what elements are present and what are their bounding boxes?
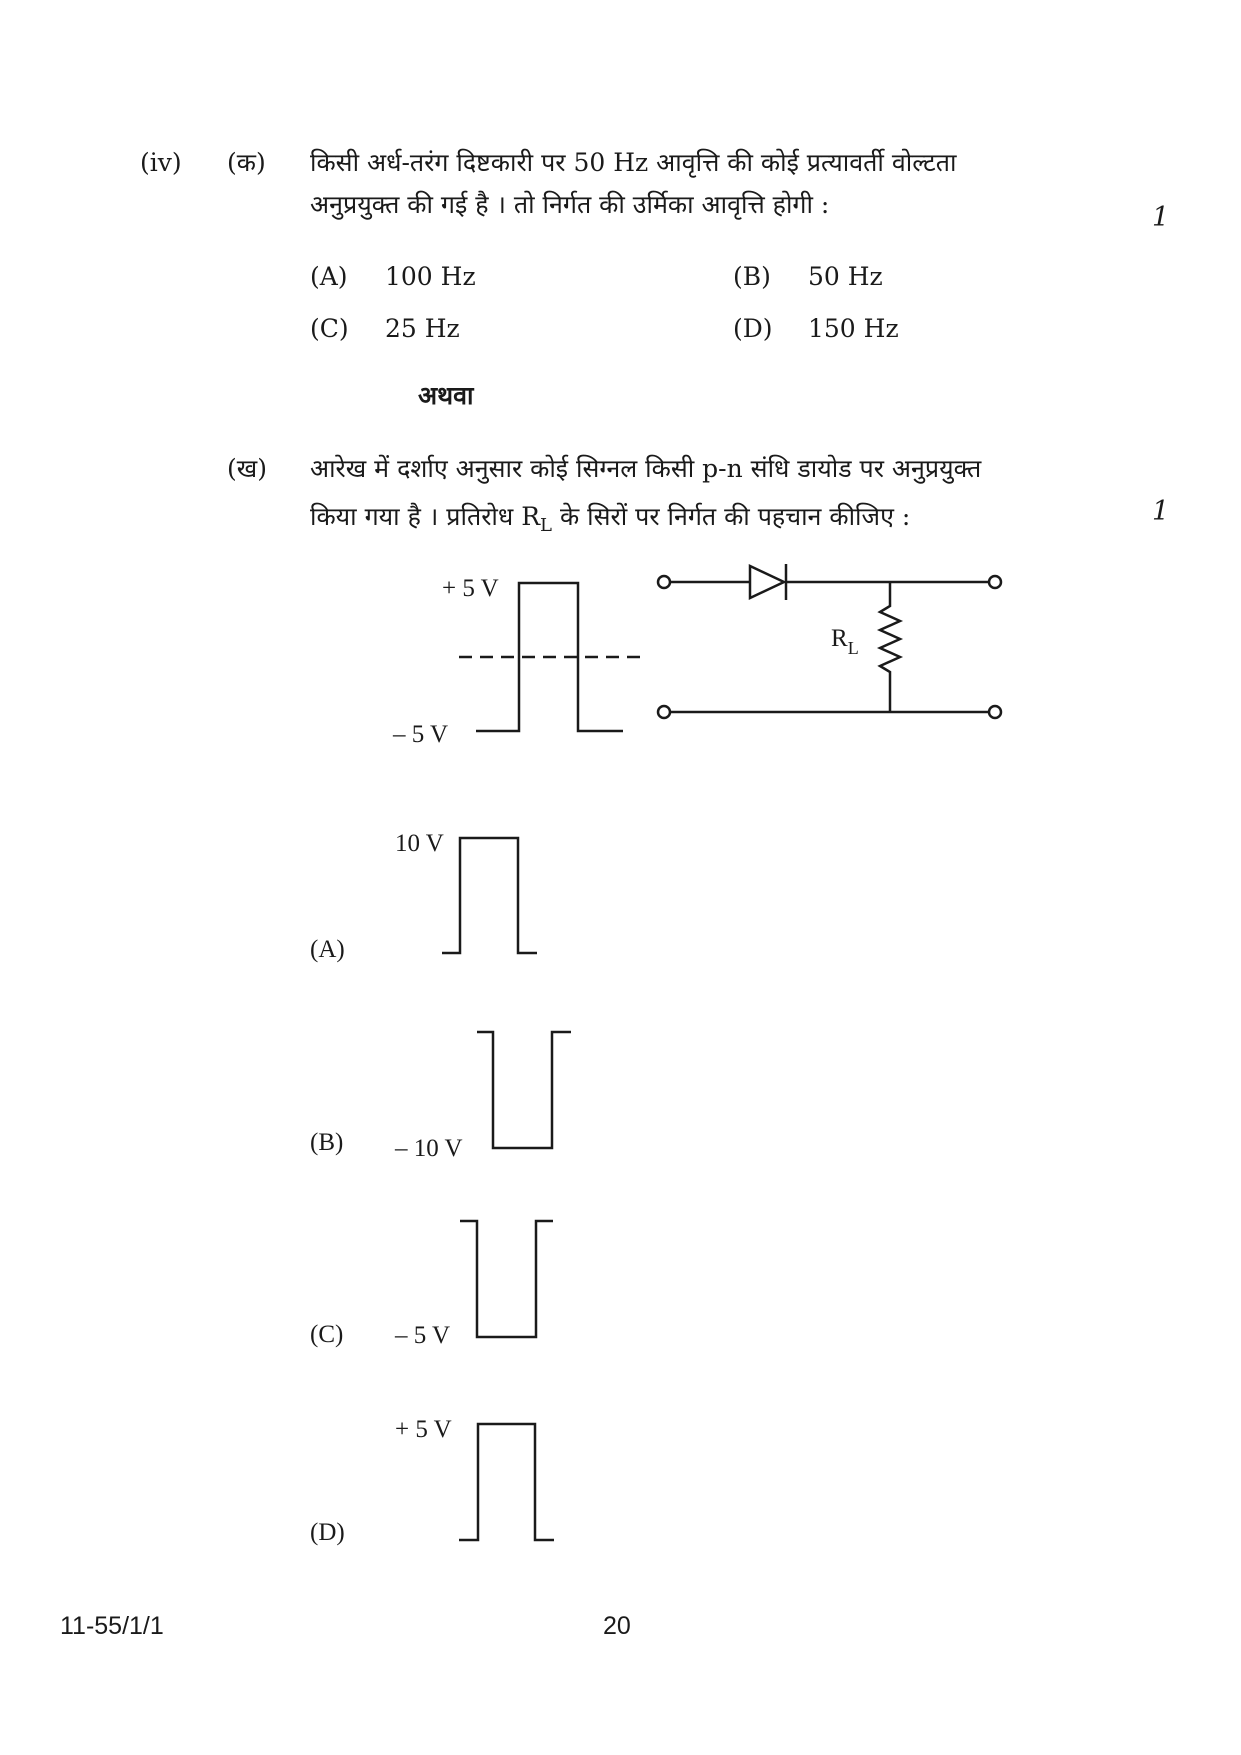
option-a-waveform: [442, 838, 537, 953]
half-wave-circuit: [658, 564, 1001, 718]
option-a-label: (A): [310, 262, 348, 291]
part-b-line-1: आरेख में दर्शाए अनुसार कोई सिग्नल किसी p-n संधि डायोड पर अनुप्रयुक्त: [310, 454, 982, 483]
load-resistor: [880, 582, 900, 712]
part-b-line-2-text: किया गया है । प्रतिरोध R: [310, 502, 541, 531]
option-c-level-label: – 5 V: [395, 1322, 451, 1349]
option-c-mark: (C): [310, 1321, 344, 1348]
option-b-value: 50 Hz: [808, 262, 883, 291]
option-d-waveform: [459, 1424, 554, 1540]
part-b-line-2-subscript: L: [540, 515, 552, 536]
option-a-mark: (A): [310, 936, 345, 963]
or-separator: अथवा: [418, 381, 474, 410]
option-c-waveform: [460, 1221, 553, 1337]
paper-code: 11-55/1/1: [60, 1612, 164, 1640]
part-b-line-2-text-end: के सिरों पर निर्गत की पहचान कीजिए :: [552, 502, 911, 531]
page-number: 20: [603, 1612, 631, 1640]
option-d-mark: (D): [310, 1519, 345, 1546]
input-high-label: + 5 V: [442, 575, 499, 602]
part-a-line-1: किसी अर्ध-तरंग दिष्टकारी पर 50 Hz आवृत्ति की कोई प्रत्यावर्ती वोल्टता: [310, 148, 957, 177]
option-a-level-label: 10 V: [395, 830, 444, 857]
option-d-level-label: + 5 V: [395, 1416, 452, 1443]
output-terminal-bottom: [989, 706, 1001, 718]
part-a-line-2: अनुप्रयुक्त की गई है । तो निर्गत की उर्मिका आवृत्ति होगी :: [310, 190, 830, 219]
option-d-label: (D): [733, 314, 773, 343]
diode-symbol: [750, 564, 786, 600]
resistor-label: $R_L$: [831, 625, 859, 658]
option-b-mark: (B): [310, 1129, 344, 1156]
input-terminal-bottom: [658, 706, 670, 718]
question-number: (iv): [140, 148, 182, 177]
option-b-label: (B): [733, 262, 771, 291]
part-b-label: (ख): [227, 454, 267, 483]
part-a-marks: 1: [1152, 202, 1170, 233]
option-c-value: 25 Hz: [385, 314, 460, 343]
option-c-label: (C): [310, 314, 349, 343]
input-low-label: – 5 V: [393, 721, 449, 748]
option-b-level-label: – 10 V: [395, 1135, 463, 1162]
output-terminal-top: [989, 576, 1001, 588]
input-terminal-top: [658, 576, 670, 588]
part-a-label: (क): [227, 148, 266, 177]
part-b-marks: 1: [1152, 496, 1170, 527]
input-waveform: [459, 583, 640, 731]
option-a-value: 100 Hz: [385, 262, 476, 291]
option-b-waveform: [477, 1032, 571, 1148]
option-d-value: 150 Hz: [808, 314, 899, 343]
